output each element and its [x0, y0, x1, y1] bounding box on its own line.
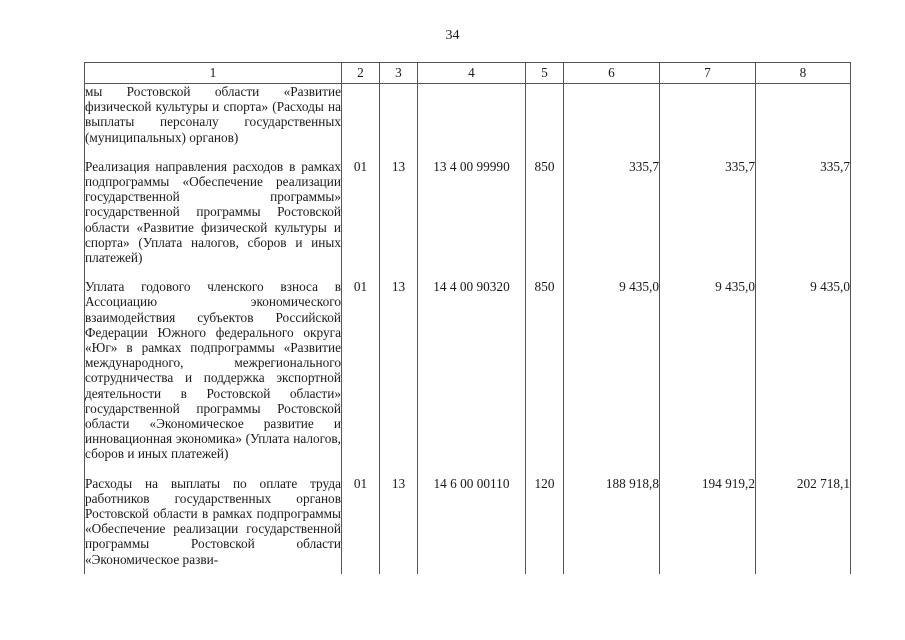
row-expense-type: 120: [526, 476, 564, 574]
table-row: [85, 159, 851, 265]
row-description: Расходы на выплаты по оплате труда работников государственных органов Ростовской области в рамках подпрограммы «Обеспечение реализации государственной программы Ростовской области «Экономическое разви-: [85, 476, 342, 574]
row-target-code: 13 4 00 99990: [418, 159, 526, 265]
row-amount-3: 9 435,0: [756, 279, 851, 461]
row-target-code: [418, 84, 526, 145]
row-section: [342, 84, 380, 145]
row-amount-1: 188 918,8: [564, 476, 660, 574]
row-gap: [85, 265, 851, 279]
row-subsection: [380, 84, 418, 145]
row-amount-3: [756, 84, 851, 145]
row-section: 01: [342, 159, 380, 265]
row-amount-1: 9 435,0: [564, 279, 660, 461]
row-gap: [85, 462, 851, 476]
row-amount-1: [564, 84, 660, 145]
header-cell-8: 8: [756, 63, 851, 84]
row-amount-2: 335,7: [660, 159, 756, 265]
header-cell-1: 1: [85, 63, 342, 84]
row-gap: [85, 145, 851, 159]
row-expense-type: 850: [526, 159, 564, 265]
page-number: 34: [445, 28, 460, 43]
table-row: [85, 84, 851, 145]
row-target-code: 14 4 00 90320: [418, 279, 526, 461]
row-amount-3: 335,7: [756, 159, 851, 265]
row-expense-type: 850: [526, 279, 564, 461]
header-cell-3: 3: [380, 63, 418, 84]
row-expense-type: [526, 84, 564, 145]
header-cell-6: 6: [564, 63, 660, 84]
row-subsection: 13: [380, 476, 418, 574]
row-description: мы Ростовской области «Развитие физической культуры и спорта» (Расходы на выплаты персоналу государственных (муниципальных) органов): [85, 84, 341, 145]
row-amount-2: [660, 84, 756, 145]
header-cell-2: 2: [342, 63, 380, 84]
row-description: Реализация направления расходов в рамках подпрограммы «Обеспечение реализации государственной программы» государственной программы Ростовской области «Развитие физической культуры и спорта» (Уплата налогов, сборов и иных платежей): [85, 158, 341, 266]
table-row: [85, 279, 851, 461]
table-row: [85, 476, 851, 574]
row-subsection: 13: [380, 279, 418, 461]
header-cell-7: 7: [660, 63, 756, 84]
row-subsection: 13: [380, 159, 418, 265]
header-cell-4: 4: [418, 63, 526, 84]
row-amount-3: 202 718,1: [756, 476, 851, 574]
header-row: [85, 63, 851, 84]
row-target-code: 14 6 00 00110: [418, 476, 526, 574]
row-section: 01: [342, 476, 380, 574]
row-description: Уплата годового членского взноса в Ассоциацию экономического взаимодействия субъектов Российской Федерации Южного федерального округа «Юг» в рамках подпрограммы «Развитие международного, межрегионального сотрудничества и поддержка экспортной деятельности в Ростовской области» государственной программы Ростовской области «Экономическое развитие и инновационная экономика» (Уплата налогов, сборов и иных платежей): [85, 279, 341, 462]
row-section: 01: [342, 279, 380, 461]
header-cell-5: 5: [526, 63, 564, 84]
row-amount-1: 335,7: [564, 159, 660, 265]
row-amount-2: 9 435,0: [660, 279, 756, 461]
budget-table: [84, 62, 851, 574]
row-amount-2: 194 919,2: [660, 476, 756, 574]
